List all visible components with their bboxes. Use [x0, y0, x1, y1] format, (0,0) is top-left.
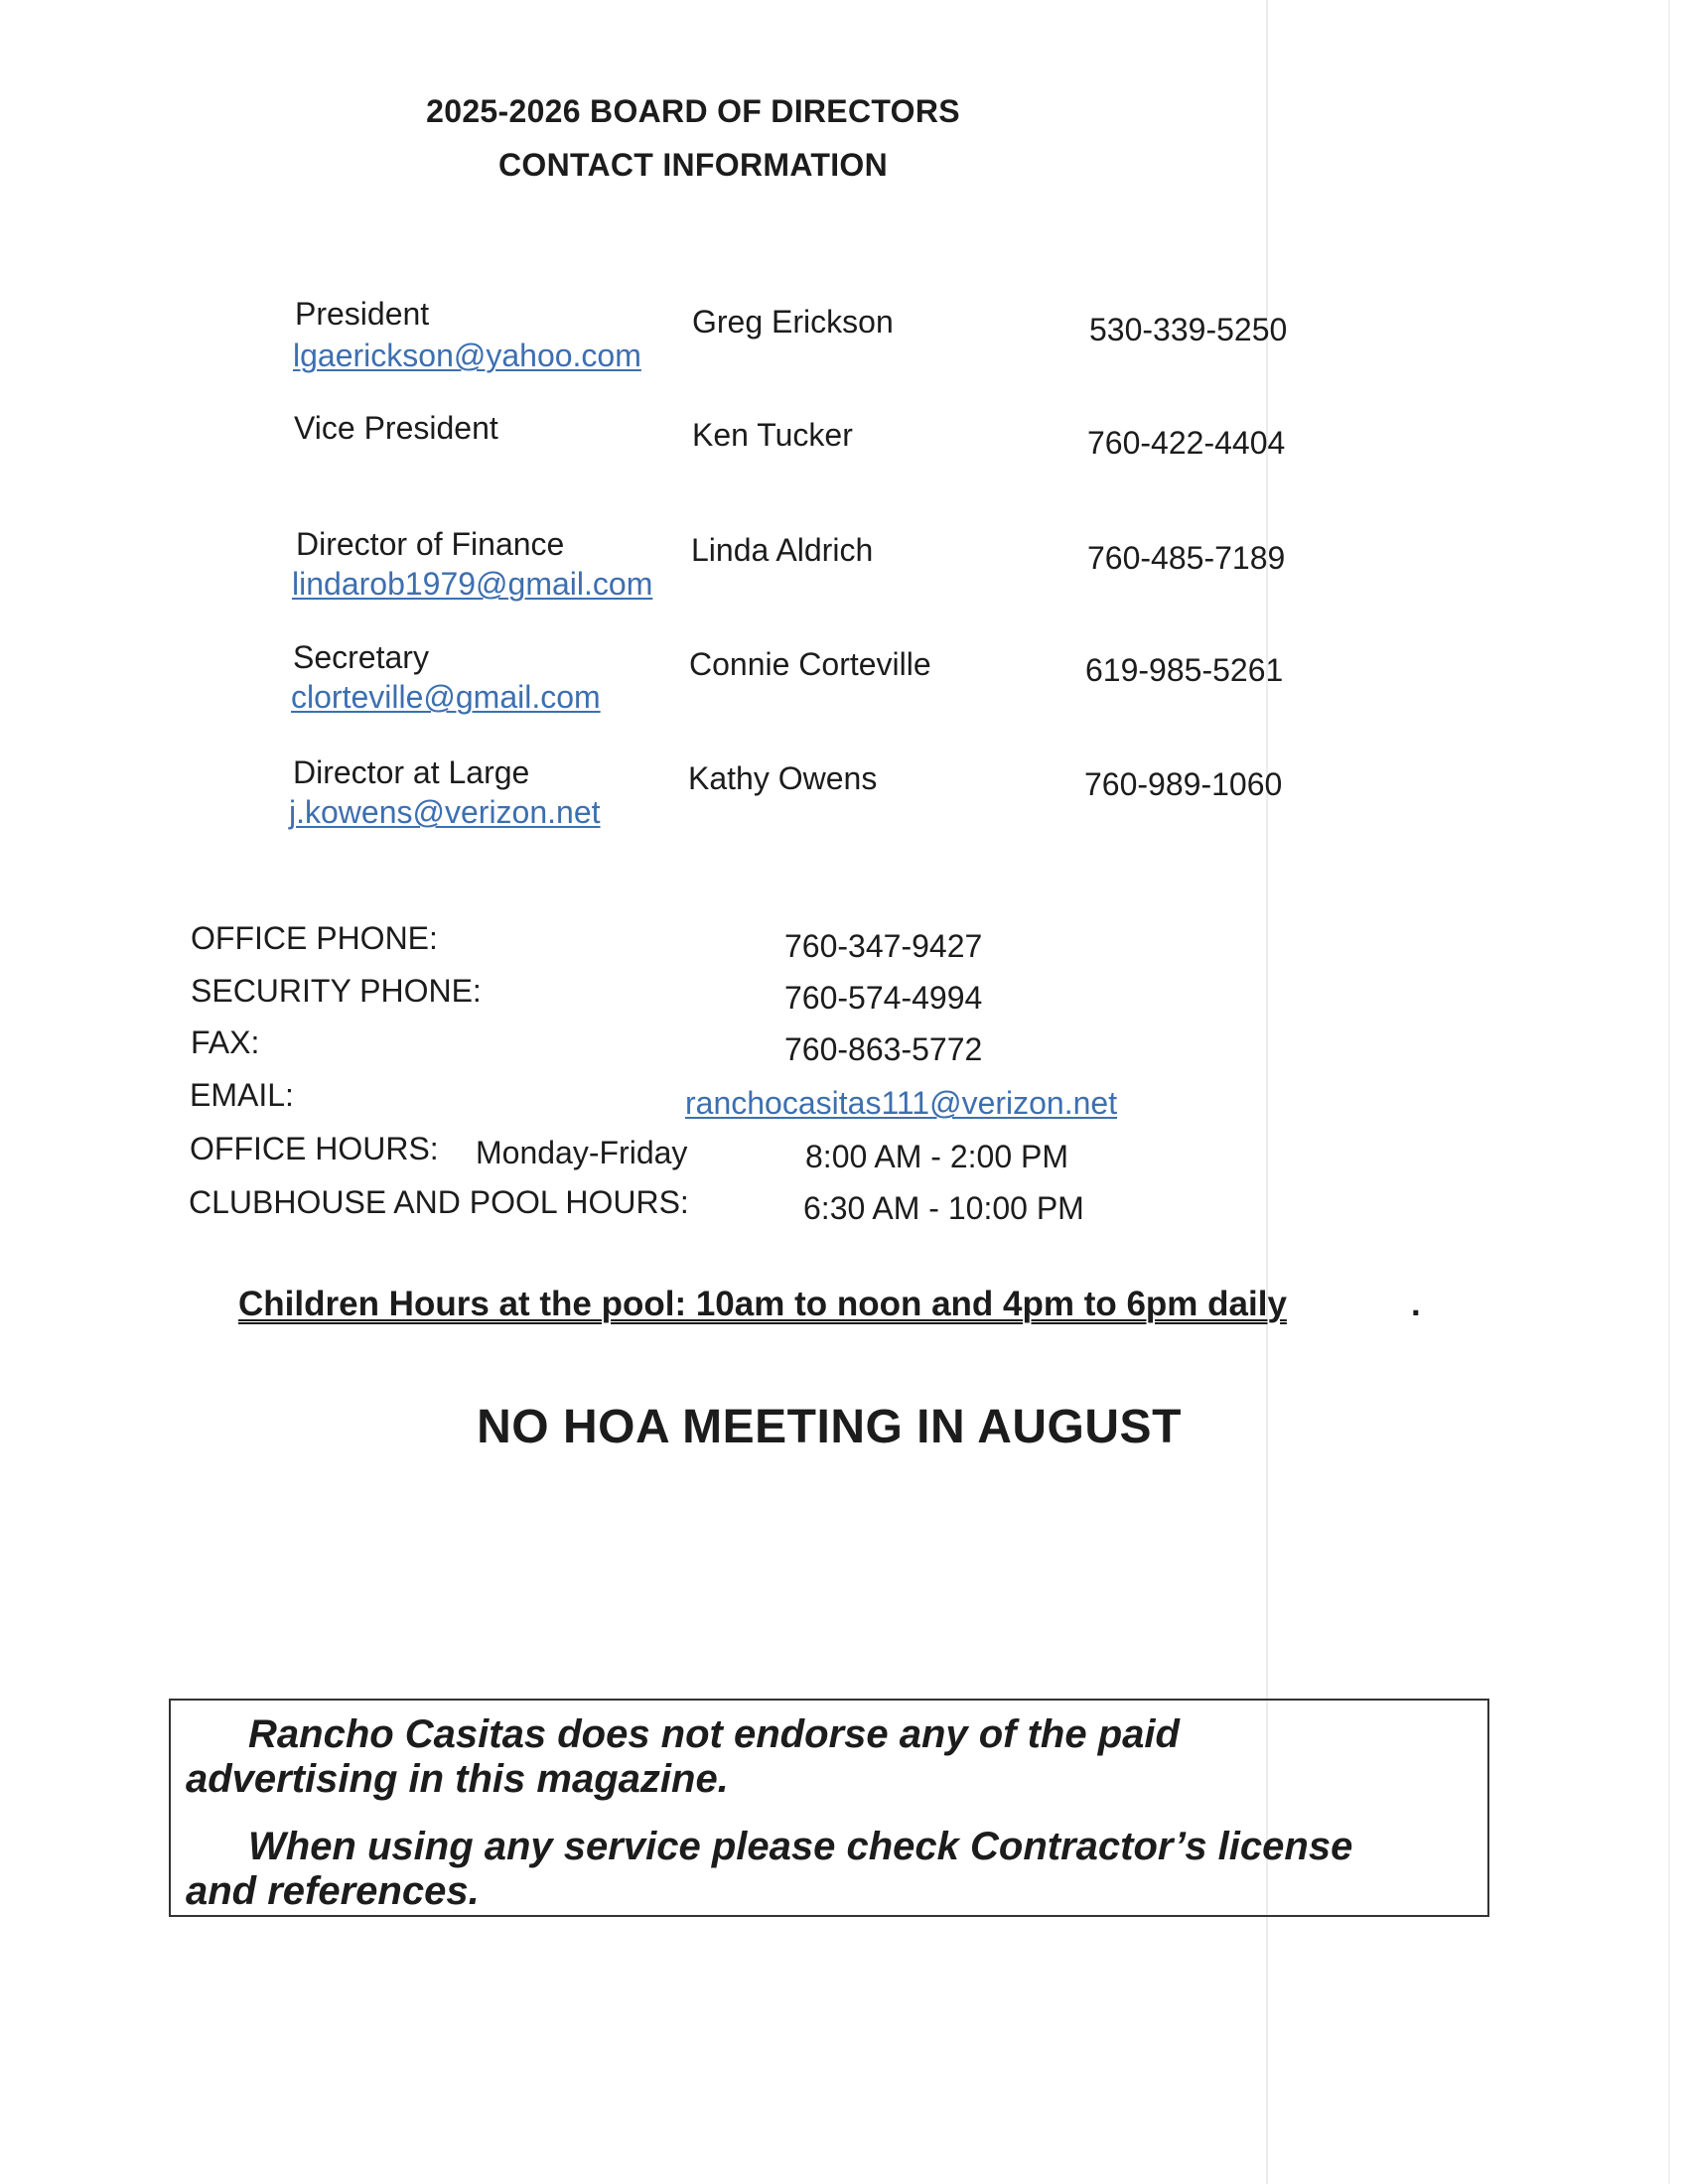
board-role: Director at Large: [293, 754, 530, 790]
security-phone: 760-574-4994: [784, 980, 983, 1016]
board-role: Secretary: [293, 639, 429, 675]
office-hours-days: Monday-Friday: [476, 1135, 688, 1170]
board-email-link[interactable]: clorteville@gmail.com: [291, 679, 601, 715]
disclaimer-line: Rancho Casitas does not endorse any of the paid: [248, 1712, 1180, 1756]
children-pool-hours: Children Hours at the pool: 10am to noon and 4pm to 6pm daily: [238, 1285, 1287, 1323]
disclaimer-line: advertising in this magazine.: [186, 1757, 729, 1801]
clubhouse-hours-label: CLUBHOUSE AND POOL HOURS:: [189, 1184, 689, 1220]
page-subtitle: CONTACT INFORMATION: [497, 147, 888, 183]
office-hours: 8:00 AM - 2:00 PM: [805, 1139, 1069, 1174]
disclaimer-line: and references.: [186, 1869, 480, 1913]
board-name: Greg Erickson: [692, 304, 894, 340]
board-role: President: [295, 296, 430, 332]
board-phone: 760-485-7189: [1087, 540, 1286, 576]
children-pool-hours-period: .: [1411, 1285, 1421, 1323]
fax-label: FAX:: [191, 1024, 260, 1060]
no-meeting-notice: NO HOA MEETING IN AUGUST: [477, 1401, 1182, 1453]
office-email-link[interactable]: ranchocasitas111@verizon.net: [685, 1085, 1118, 1121]
email-label: EMAIL:: [190, 1077, 294, 1113]
board-name: Kathy Owens: [688, 760, 878, 796]
board-name: Connie Corteville: [689, 646, 931, 682]
board-role: Director of Finance: [296, 526, 565, 562]
board-role: Vice President: [294, 410, 498, 446]
board-name: Ken Tucker: [692, 417, 853, 453]
scan-artifact-line: [1668, 0, 1670, 2184]
disclaimer-line: When using any service please check Contractor’s license: [248, 1825, 1353, 1868]
board-phone: 760-422-4404: [1087, 425, 1286, 461]
security-phone-label: SECURITY PHONE:: [191, 973, 482, 1009]
office-phone-label: OFFICE PHONE:: [191, 920, 438, 956]
board-email-link[interactable]: lgaerickson@yahoo.com: [293, 338, 641, 373]
clubhouse-hours: 6:30 AM - 10:00 PM: [803, 1190, 1084, 1226]
board-phone: 530-339-5250: [1089, 312, 1288, 347]
board-email-link[interactable]: lindarob1979@gmail.com: [292, 566, 653, 602]
fax-number: 760-863-5772: [784, 1031, 983, 1067]
board-name: Linda Aldrich: [691, 532, 874, 568]
disclaimer-box: [169, 1699, 1489, 1917]
office-phone: 760-347-9427: [784, 928, 983, 964]
board-phone: 760-989-1060: [1084, 766, 1283, 802]
page-title: 2025-2026 BOARD OF DIRECTORS: [426, 93, 960, 129]
board-email-link[interactable]: j.kowens@verizon.net: [289, 794, 601, 830]
office-hours-label: OFFICE HOURS:: [190, 1131, 439, 1166]
board-phone: 619-985-5261: [1085, 652, 1284, 688]
